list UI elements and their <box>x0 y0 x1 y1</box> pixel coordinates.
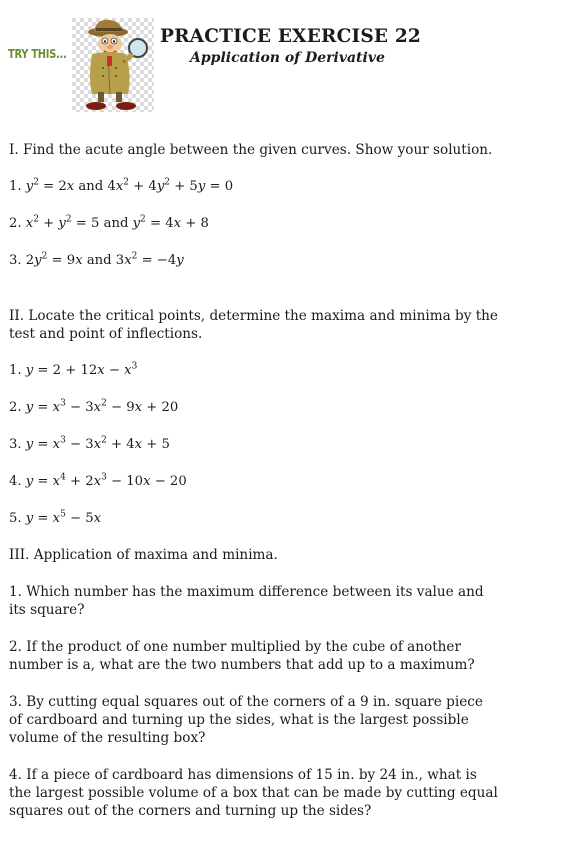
page-title: PRACTICE EXERCISE 22 <box>160 26 422 47</box>
problem-1-line-2: its square? <box>9 602 85 618</box>
detective-illustration <box>72 18 154 112</box>
section-2-item-5: 5. $y = x^5 - 5x$ <box>9 509 102 526</box>
section-1-item-2: 2. $x^2 + y^2 = 5$ and $y^2 = 4x + 8$ <box>9 214 209 231</box>
problem-3-line-1: 3. By cutting equal squares out of the corners of a 9 in. square piece <box>9 694 483 710</box>
problem-4-line-1: 4. If a piece of cardboard has dimensions of 15 in. by 24 in., what is <box>9 767 477 783</box>
section-1-item-3: 3. $2y^2 = 9x$ and $3x^2 = -4y$ <box>9 251 184 268</box>
problem-3-line-2: of cardboard and turning up the sides, what is the largest possible <box>9 712 469 728</box>
problem-4-line-3: squares out of the corners and turning up the sides? <box>9 803 372 819</box>
section-1-item-1: 1. $y^2 = 2x$ and $4x^2 + 4y^2 + 5y = 0$ <box>9 177 234 194</box>
section-2-heading-line-2: test and point of inflections. <box>9 326 203 342</box>
problem-2-line-2: number is a, what are the two numbers that add up to a maximum? <box>9 657 475 673</box>
section-2-item-4: 4. $y = x^4 + 2x^3 - 10x - 20$ <box>9 472 187 489</box>
section-2-item-3: 3. $y = x^3 - 3x^2 + 4x + 5$ <box>9 435 170 452</box>
section-2-item-2: 2. $y = x^3 - 3x^2 - 9x + 20$ <box>9 398 179 415</box>
problem-3-line-3: volume of the resulting box? <box>9 730 206 746</box>
problem-1-line-1: 1. Which number has the maximum difference between its value and <box>9 584 484 600</box>
section-2-heading-line-1: II. Locate the critical points, determine the maxima and minima by the <box>9 308 498 324</box>
section-2-item-1: 1. $y = 2 + 12x - x^3$ <box>9 361 138 378</box>
page-subtitle: Application of Derivative <box>190 50 385 66</box>
problem-4-line-2: the largest possible volume of a box that can be made by cutting equal <box>9 785 498 801</box>
try-this-label: TRY THIS... <box>8 47 67 61</box>
section-1-heading: I. Find the acute angle between the given curves. Show your solution. <box>9 142 493 158</box>
section-3-heading: III. Application of maxima and minima. <box>9 547 278 563</box>
problem-2-line-1: 2. If the product of one number multiplied by the cube of another <box>9 639 461 655</box>
